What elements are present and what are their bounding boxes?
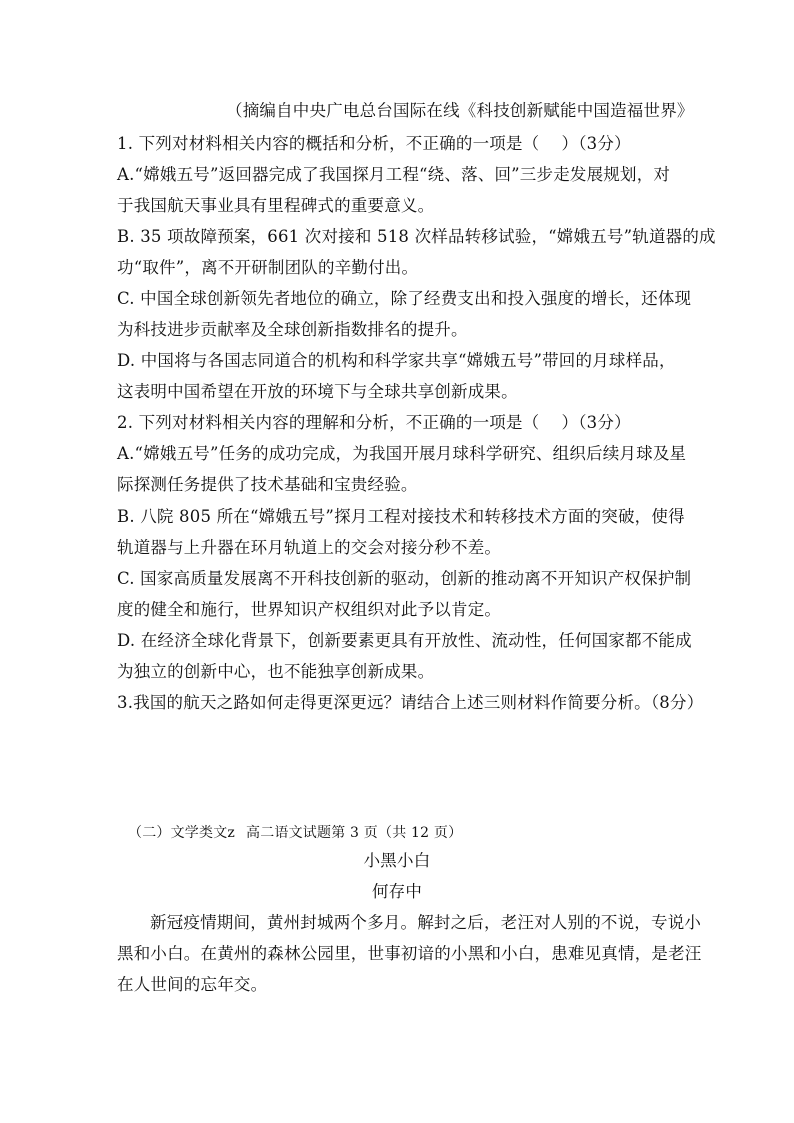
question-2-option-b-cont: 轨道器与上升器在环月轨道上的交会对接分秒不差。 [117, 538, 502, 557]
section-heading: （二）文学类文z [128, 825, 235, 841]
question-2-option-c-cont: 度的健全和施行，世界知识产权组织对此予以肯定。 [117, 600, 502, 619]
question-1-option-d-cont: 这表明中国希望在开放的环境下与全球共享创新成果。 [117, 382, 518, 401]
question-3-stem: 3.我国的航天之路如何走得更深更远？请结合上述三则材料作简要分析。（8分） [117, 693, 704, 712]
story-paragraph-line-1: 新冠疫情期间，黄州封城两个多月。解封之后，老汪对人别的不说，专说小 [150, 913, 702, 932]
page-number-info: 高二语文试题第 3 页（共 12 页） [246, 825, 463, 841]
question-1-option-b: B. 35 项故障预案，661 次对接和 518 次样品转移试验，“嫦娥五号”轨道器的成 [117, 227, 716, 246]
question-1-option-b-cont: 功“取件”，离不开研制团队的辛勤付出。 [117, 258, 419, 277]
story-author: 何存中 [371, 882, 423, 901]
question-2-stem: 2. 下列对材料相关内容的理解和分析，不正确的一项是（ ）（3分） [117, 413, 631, 432]
question-2-option-c: C. 国家高质量发展离不开科技创新的驱动，创新的推动离不开知识产权保护制 [117, 569, 692, 588]
question-1-option-a-cont: 于我国航天事业具有里程碑式的重要意义。 [117, 196, 435, 215]
question-2-option-b: B. 八院 805 所在“嫦娥五号”探月工程对接技术和转移技术方面的突破，使得 [117, 507, 685, 526]
question-2-option-a-cont: 际探测任务提供了技术基础和宝贵经验。 [117, 475, 418, 494]
story-paragraph-line-3: 在人世间的忘年交。 [117, 975, 268, 994]
question-1-option-d: D. 中国将与各国志同道合的机构和科学家共享“嫦娥五号”带回的月球样品， [117, 351, 676, 370]
question-2-option-d: D. 在经济全球化背景下，创新要素更具有开放性、流动性，任何国家都不能成 [117, 631, 692, 650]
question-1-option-c: C. 中国全球创新领先者地位的确立，除了经费支出和投入强度的增长，还体现 [117, 289, 692, 308]
question-2-option-a: A.“嫦娥五号”任务的成功完成，为我国开展月球科学研究、组织后续月球及星 [117, 444, 687, 463]
question-1-stem: 1. 下列对材料相关内容的概括和分析，不正确的一项是（ ）（3分） [117, 134, 631, 153]
question-1-option-c-cont: 为科技进步贡献率及全球创新指数排名的提升。 [117, 320, 468, 339]
question-1-option-a: A.“嫦娥五号”返回器完成了我国探月工程“绕、落、回”三步走发展规划，对 [117, 165, 671, 184]
story-title: 小黑小白 [363, 851, 431, 870]
question-2-option-d-cont: 为独立的创新中心，也不能独享创新成果。 [117, 662, 435, 681]
source-citation: （摘编自中央广电总台国际在线《科技创新赋能中国造福世界》 [226, 101, 694, 120]
story-paragraph-line-2: 黑和小白。在黄州的森林公园里，世事初谙的小黑和小白，患难见真情，是老汪 [117, 944, 702, 963]
page-footer [128, 822, 694, 844]
